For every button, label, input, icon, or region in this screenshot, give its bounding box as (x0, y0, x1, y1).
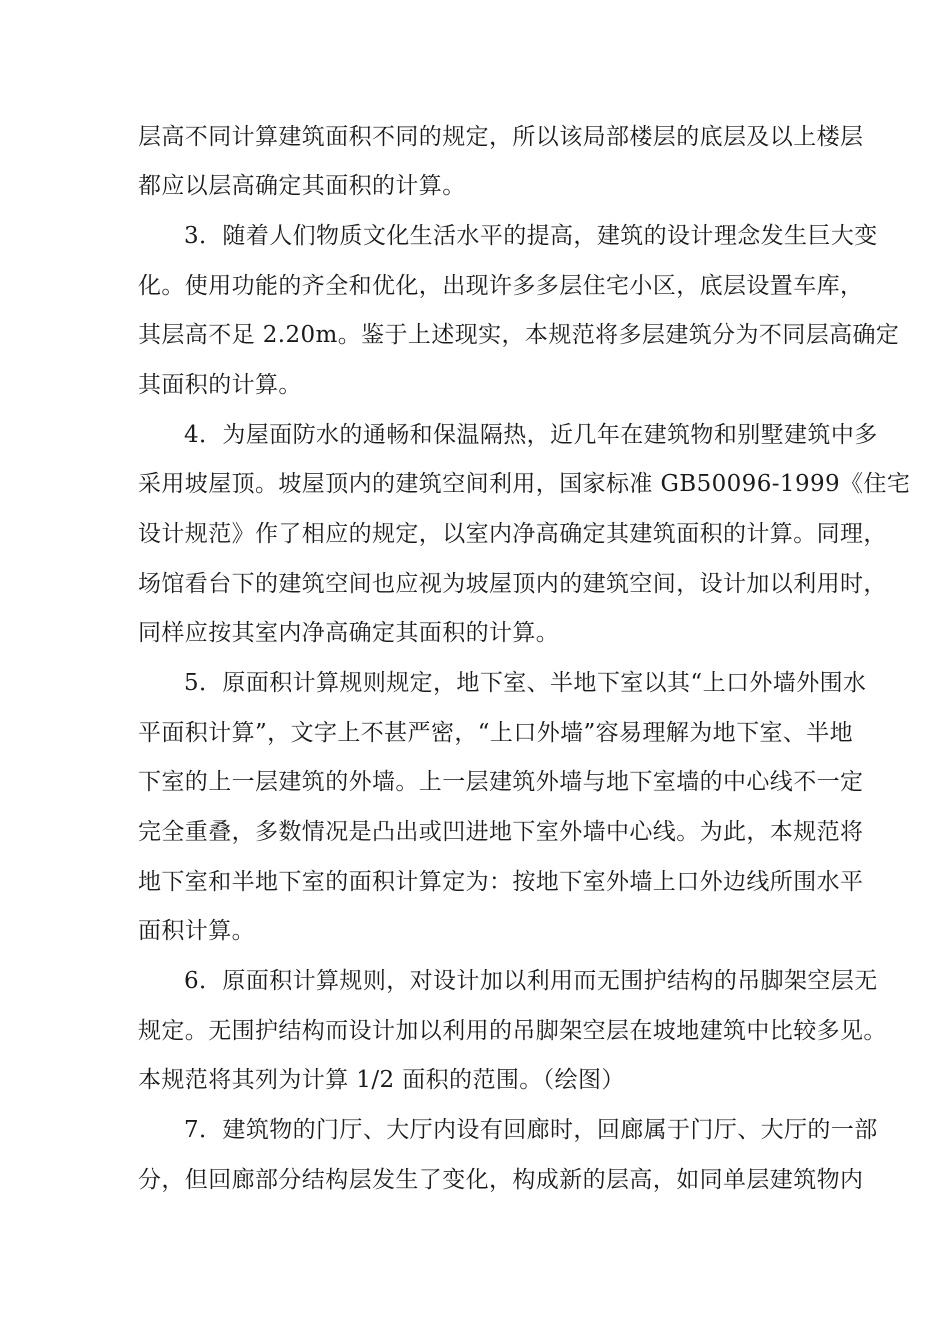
text-line: 地下室和半地下室的面积计算定为：按地下室外墙上口外边线所围水平 (138, 869, 864, 895)
text-line: 设计规范》作了相应的规定，以室内净高确定其建筑面积的计算。同理， (138, 521, 887, 547)
text-line: 采用坡屋顶。坡屋顶内的建筑空间利用，国家标准 GB50096-1999《住宅 (138, 471, 911, 497)
text-line: 其层高不足 2.20m。鉴于上述现实，本规范将多层建筑分为不同层高确定 (138, 322, 900, 348)
text-line: 分，但回廊部分结构层发生了变化，构成新的层高，如同单层建筑物内 (138, 1167, 864, 1193)
paragraph-5-start: 5．原面积计算规则规定，地下室、半地下室以其“上口外墙外围水 (184, 670, 867, 696)
text-line: 平面积计算”，文字上不甚严密，“上口外墙”容易理解为地下室、半地 (138, 720, 854, 746)
text-line: 面积计算。 (138, 918, 255, 944)
text-line: 规定。无围护结构而设计加以利用的吊脚架空层在坡地建筑中比较多见。 (138, 1018, 887, 1044)
text-line: 都应以层高确定其面积的计算。 (138, 173, 466, 199)
text-line: 其面积的计算。 (138, 372, 302, 398)
text-line: 同样应按其室内净高确定其面积的计算。 (138, 620, 560, 646)
paragraph-6-start: 6．原面积计算规则，对设计加以利用而无围护结构的吊脚架空层无 (184, 968, 878, 994)
text-line: 下室的上一层建筑的外墙。上一层建筑外墙与地下室墙的中心线不一定 (138, 769, 864, 795)
text-line: 层高不同计算建筑面积不同的规定，所以该局部楼层的底层及以上楼层 (138, 124, 864, 150)
text-line: 完全重叠，多数情况是凸出或凹进地下室外墙中心线。为此，本规范将 (138, 819, 864, 845)
text-line: 场馆看台下的建筑空间也应视为坡屋顶内的建筑空间，设计加以利用时， (138, 571, 887, 597)
paragraph-3-start: 3．随着人们物质文化生活水平的提高，建筑的设计理念发生巨大变 (184, 223, 878, 249)
text-line: 本规范将其列为计算 1/2 面积的范围。（绘图） (138, 1067, 625, 1093)
paragraph-4-start: 4．为屋面防水的通畅和保温隔热，近几年在建筑物和别墅建筑中多 (184, 422, 878, 448)
paragraph-7-start: 7．建筑物的门厅、大厅内设有回廊时，回廊属于门厅、大厅的一部 (184, 1117, 878, 1143)
text-line: 化。使用功能的齐全和优化，出现许多多层住宅小区，底层设置车库， (138, 273, 864, 299)
